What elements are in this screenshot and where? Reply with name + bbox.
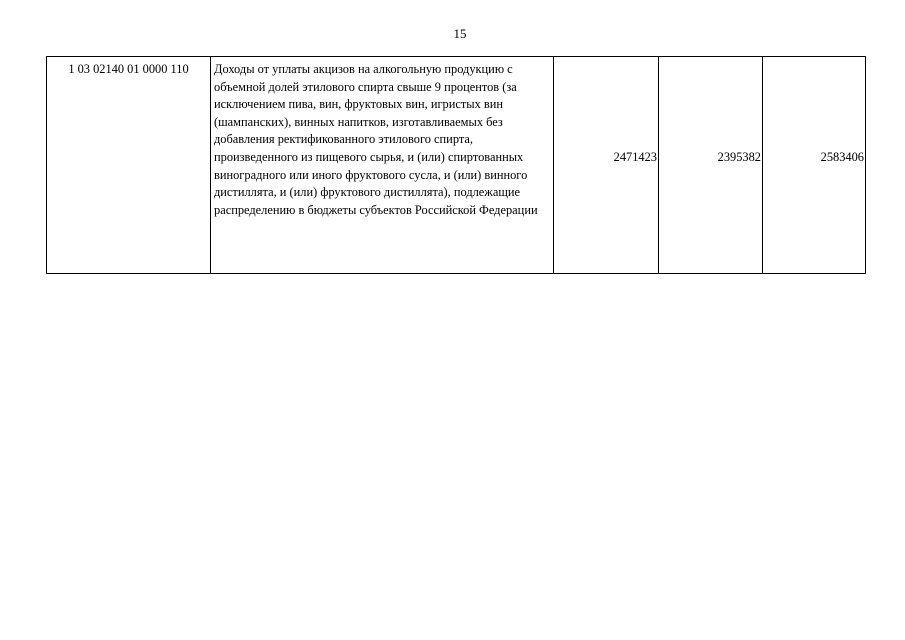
page-number: 15 (453, 26, 467, 41)
table-row (47, 57, 866, 274)
amount-cell-3: 2583406 (763, 57, 866, 274)
amount-cell-1: 2471423 (554, 57, 659, 274)
revenue-code-cell: 1 03 02140 01 0000 110 (47, 57, 211, 274)
budget-revenue-table (46, 56, 866, 274)
revenue-description-cell: Доходы от уплаты акцизов на алкогольную продукцию с объемной долей этилового спирта свыше 9 процентов (за исключением пива, вин, фруктовых вин, игристых вин (шампанских), винных напитков, изготавливаемых без добавления ректификованного этилового спирта, произведенного из пищевого сырья, и (или) спиртованных виноградного или иного фруктового сусла, и (или) винного дистиллята, и (или) фруктового дистиллята), подлежащие распределению в бюджеты субъектов Российской Федерации (211, 57, 554, 274)
amount-cell-2: 2395382 (659, 57, 763, 274)
